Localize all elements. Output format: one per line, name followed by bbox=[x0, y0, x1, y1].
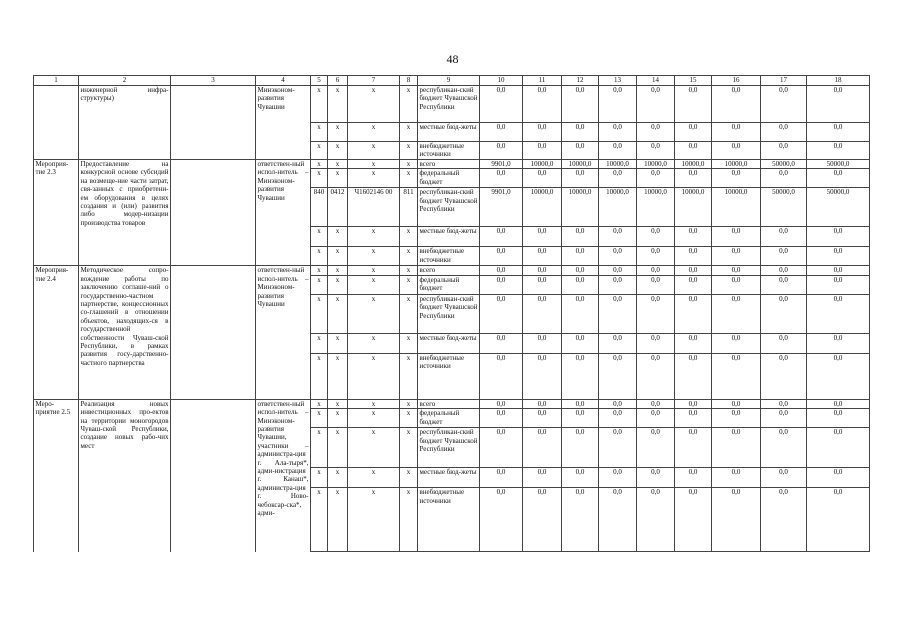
header-cell-16: 16 bbox=[712, 76, 761, 86]
code-section: x bbox=[328, 160, 348, 169]
value-year-4: 0,0 bbox=[599, 227, 637, 247]
code-section: x bbox=[328, 399, 348, 408]
value-year-1: 0,0 bbox=[480, 123, 523, 142]
value-year-3: 0,0 bbox=[562, 488, 599, 552]
funding-source: республикан-ский бюджет Чувашской Республики bbox=[418, 86, 480, 123]
value-year-5: 0,0 bbox=[637, 294, 675, 333]
value-year-8: 0,0 bbox=[761, 353, 807, 399]
value-year-2: 0,0 bbox=[523, 399, 562, 408]
value-year-4: 0,0 bbox=[599, 409, 637, 428]
code-expense-group: 811 bbox=[400, 188, 418, 227]
code-expense-group: x bbox=[400, 160, 418, 169]
funding-source: всего bbox=[418, 399, 480, 408]
code-expense-group: x bbox=[400, 399, 418, 408]
code-target-article: x bbox=[348, 488, 400, 552]
activity-name: Мероприя-тие 2.4 bbox=[34, 266, 79, 399]
code-expense-group: x bbox=[400, 409, 418, 428]
value-year-7: 0,0 bbox=[712, 123, 761, 142]
value-year-2: 0,0 bbox=[523, 468, 562, 488]
activity-description: Предоставление на конкурсной основе субсидий на возмеще-ние части затрат, свя-занных с приобретени-ем оборудования в целях создания и (или) развития либо модер-низации производства товаров bbox=[79, 160, 171, 266]
value-year-6: 10000,0 bbox=[675, 188, 712, 227]
value-year-5: 0,0 bbox=[637, 488, 675, 552]
value-year-5: 0,0 bbox=[637, 353, 675, 399]
code-section: x bbox=[328, 275, 348, 294]
value-year-2: 0,0 bbox=[523, 353, 562, 399]
funding-source: местные бюд-жеты bbox=[418, 227, 480, 247]
value-year-9: 0,0 bbox=[807, 353, 870, 399]
code-section: x bbox=[328, 169, 348, 188]
code-section: x bbox=[328, 488, 348, 552]
header-cell-11: 11 bbox=[523, 76, 562, 86]
table-row bbox=[34, 266, 870, 275]
code-target-article: x bbox=[348, 227, 400, 247]
value-year-8: 0,0 bbox=[761, 247, 807, 266]
value-year-5: 0,0 bbox=[637, 399, 675, 408]
value-year-4: 0,0 bbox=[599, 294, 637, 333]
code-section: x bbox=[328, 86, 348, 123]
value-year-5: 10000,0 bbox=[637, 160, 675, 169]
page-number: 48 bbox=[446, 52, 459, 66]
value-year-1: 0,0 bbox=[480, 247, 523, 266]
value-year-2: 0,0 bbox=[523, 275, 562, 294]
funding-source: местные бюд-жеты bbox=[418, 468, 480, 488]
header-cell-3: 3 bbox=[171, 76, 256, 86]
code-grbs: x bbox=[311, 409, 328, 428]
value-year-8: 50000,0 bbox=[761, 160, 807, 169]
code-target-article: x bbox=[348, 123, 400, 142]
value-year-2: 0,0 bbox=[523, 294, 562, 333]
value-year-6: 0,0 bbox=[675, 142, 712, 160]
value-year-4: 0,0 bbox=[599, 399, 637, 408]
code-grbs: 840 bbox=[311, 188, 328, 227]
funding-source: всего bbox=[418, 160, 480, 169]
code-grbs: x bbox=[311, 294, 328, 333]
value-year-5: 0,0 bbox=[637, 227, 675, 247]
value-year-5: 0,0 bbox=[637, 428, 675, 468]
value-year-9: 0,0 bbox=[807, 123, 870, 142]
value-year-4: 0,0 bbox=[599, 123, 637, 142]
header-cell-1: 1 bbox=[34, 76, 79, 86]
code-grbs: x bbox=[311, 86, 328, 123]
funding-source: внебюджетные источники bbox=[418, 247, 480, 266]
value-year-2: 0,0 bbox=[523, 488, 562, 552]
value-year-7: 0,0 bbox=[712, 399, 761, 408]
value-year-9: 0,0 bbox=[807, 333, 870, 353]
code-section: x bbox=[328, 247, 348, 266]
value-year-1: 0,0 bbox=[480, 409, 523, 428]
activity-executor: ответствен-ный испол-нитель – Минэконом-развития Чувашии bbox=[256, 160, 311, 266]
value-year-4: 0,0 bbox=[599, 333, 637, 353]
value-year-2: 0,0 bbox=[523, 247, 562, 266]
value-year-3: 0,0 bbox=[562, 142, 599, 160]
value-year-1: 0,0 bbox=[480, 488, 523, 552]
value-year-2: 10000,0 bbox=[523, 160, 562, 169]
value-year-6: 0,0 bbox=[675, 247, 712, 266]
code-target-article: x bbox=[348, 275, 400, 294]
funding-source: республикан-ский бюджет Чувашской Республики bbox=[418, 188, 480, 227]
value-year-2: 10000,0 bbox=[523, 188, 562, 227]
value-year-1: 0,0 bbox=[480, 86, 523, 123]
budget-table bbox=[33, 75, 870, 552]
value-year-1: 0,0 bbox=[480, 169, 523, 188]
value-year-1: 0,0 bbox=[480, 275, 523, 294]
value-year-4: 0,0 bbox=[599, 488, 637, 552]
code-target-article: x bbox=[348, 353, 400, 399]
activity-executor: ответствен-ный испол-нитель – Минэконом-развития Чувашии, участники – администра-ция г. Ала-тыря*, адми-нистрация г. Канаш*, администра-ция г. Ново-чебоксар-ска*, адми- bbox=[256, 399, 311, 551]
value-year-9: 50000,0 bbox=[807, 188, 870, 227]
value-year-8: 0,0 bbox=[761, 275, 807, 294]
value-year-8: 50000,0 bbox=[761, 188, 807, 227]
code-section: 0412 bbox=[328, 188, 348, 227]
value-year-5: 10000,0 bbox=[637, 188, 675, 227]
code-expense-group: x bbox=[400, 247, 418, 266]
header-cell-14: 14 bbox=[637, 76, 675, 86]
value-year-6: 0,0 bbox=[675, 468, 712, 488]
value-year-6: 0,0 bbox=[675, 353, 712, 399]
value-year-2: 0,0 bbox=[523, 142, 562, 160]
value-year-7: 0,0 bbox=[712, 142, 761, 160]
code-section: x bbox=[328, 409, 348, 428]
code-target-article: x bbox=[348, 428, 400, 468]
value-year-3: 0,0 bbox=[562, 247, 599, 266]
value-year-4: 0,0 bbox=[599, 428, 637, 468]
value-year-5: 0,0 bbox=[637, 333, 675, 353]
value-year-7: 0,0 bbox=[712, 227, 761, 247]
code-section: x bbox=[328, 142, 348, 160]
code-grbs: x bbox=[311, 169, 328, 188]
activity-description: инженерной инфра-структуры) bbox=[79, 86, 171, 160]
code-expense-group: x bbox=[400, 169, 418, 188]
code-expense-group: x bbox=[400, 142, 418, 160]
code-grbs: x bbox=[311, 123, 328, 142]
value-year-1: 9901,0 bbox=[480, 188, 523, 227]
value-year-2: 0,0 bbox=[523, 169, 562, 188]
table-row bbox=[34, 86, 870, 123]
code-expense-group: x bbox=[400, 428, 418, 468]
value-year-5: 0,0 bbox=[637, 142, 675, 160]
code-target-article: x bbox=[348, 333, 400, 353]
code-grbs: x bbox=[311, 488, 328, 552]
value-year-3: 0,0 bbox=[562, 353, 599, 399]
value-year-1: 0,0 bbox=[480, 227, 523, 247]
code-target-article: Ч1602146 00 bbox=[348, 188, 400, 227]
header-cell-8: 8 bbox=[400, 76, 418, 86]
value-year-6: 0,0 bbox=[675, 227, 712, 247]
funding-source: внебюджетные источники bbox=[418, 488, 480, 552]
value-year-2: 0,0 bbox=[523, 333, 562, 353]
value-year-7: 0,0 bbox=[712, 294, 761, 333]
code-target-article: x bbox=[348, 266, 400, 275]
value-year-9: 0,0 bbox=[807, 275, 870, 294]
value-year-7: 10000,0 bbox=[712, 160, 761, 169]
code-target-article: x bbox=[348, 160, 400, 169]
code-grbs: x bbox=[311, 353, 328, 399]
value-year-3: 0,0 bbox=[562, 275, 599, 294]
value-year-2: 0,0 bbox=[523, 266, 562, 275]
value-year-8: 0,0 bbox=[761, 488, 807, 552]
value-year-3: 0,0 bbox=[562, 294, 599, 333]
activity-executor: Минэконом-развития Чувашии bbox=[256, 86, 311, 160]
value-year-4: 0,0 bbox=[599, 275, 637, 294]
value-year-6: 0,0 bbox=[675, 266, 712, 275]
value-year-9: 0,0 bbox=[807, 266, 870, 275]
activity-goal bbox=[171, 86, 256, 160]
value-year-3: 0,0 bbox=[562, 266, 599, 275]
value-year-3: 0,0 bbox=[562, 468, 599, 488]
funding-source: всего bbox=[418, 266, 480, 275]
value-year-4: 0,0 bbox=[599, 169, 637, 188]
value-year-1: 0,0 bbox=[480, 353, 523, 399]
value-year-3: 10000,0 bbox=[562, 188, 599, 227]
value-year-4: 0,0 bbox=[599, 468, 637, 488]
code-grbs: x bbox=[311, 227, 328, 247]
value-year-8: 0,0 bbox=[761, 333, 807, 353]
header-cell-15: 15 bbox=[675, 76, 712, 86]
value-year-3: 0,0 bbox=[562, 409, 599, 428]
value-year-1: 0,0 bbox=[480, 468, 523, 488]
funding-source: федеральный бюджет bbox=[418, 409, 480, 428]
header-cell-13: 13 bbox=[599, 76, 637, 86]
code-expense-group: x bbox=[400, 86, 418, 123]
header-cell-7: 7 bbox=[348, 76, 400, 86]
value-year-7: 0,0 bbox=[712, 266, 761, 275]
value-year-3: 0,0 bbox=[562, 86, 599, 123]
code-section: x bbox=[328, 227, 348, 247]
value-year-8: 0,0 bbox=[761, 294, 807, 333]
value-year-9: 0,0 bbox=[807, 399, 870, 408]
code-grbs: x bbox=[311, 266, 328, 275]
code-grbs: x bbox=[311, 468, 328, 488]
value-year-1: 0,0 bbox=[480, 294, 523, 333]
value-year-8: 0,0 bbox=[761, 227, 807, 247]
value-year-4: 0,0 bbox=[599, 142, 637, 160]
value-year-4: 0,0 bbox=[599, 86, 637, 123]
code-target-article: x bbox=[348, 399, 400, 408]
value-year-2: 0,0 bbox=[523, 123, 562, 142]
code-grbs: x bbox=[311, 399, 328, 408]
value-year-6: 0,0 bbox=[675, 294, 712, 333]
value-year-8: 0,0 bbox=[761, 86, 807, 123]
value-year-9: 0,0 bbox=[807, 428, 870, 468]
value-year-5: 0,0 bbox=[637, 123, 675, 142]
code-expense-group: x bbox=[400, 275, 418, 294]
value-year-2: 0,0 bbox=[523, 409, 562, 428]
activity-description: Методическое сопро-вождение работы по заключению соглаше-ний о государственно-частном партнерстве, концессионных со-глашений в отношении объектов, находящих-ся в государственной собственности Чуваш-ской Республики, в рамках развития госу-дарственно-частного партнерства bbox=[79, 266, 171, 399]
code-grbs: x bbox=[311, 333, 328, 353]
funding-source: местные бюд-жеты bbox=[418, 333, 480, 353]
value-year-5: 0,0 bbox=[637, 169, 675, 188]
value-year-4: 0,0 bbox=[599, 266, 637, 275]
value-year-6: 0,0 bbox=[675, 333, 712, 353]
header-cell-5: 5 bbox=[311, 76, 328, 86]
code-expense-group: x bbox=[400, 266, 418, 275]
header-row bbox=[34, 76, 870, 86]
value-year-9: 0,0 bbox=[807, 227, 870, 247]
value-year-9: 0,0 bbox=[807, 294, 870, 333]
code-grbs: x bbox=[311, 142, 328, 160]
value-year-6: 0,0 bbox=[675, 488, 712, 552]
value-year-6: 0,0 bbox=[675, 275, 712, 294]
code-expense-group: x bbox=[400, 294, 418, 333]
value-year-7: 0,0 bbox=[712, 333, 761, 353]
value-year-5: 0,0 bbox=[637, 468, 675, 488]
value-year-9: 0,0 bbox=[807, 86, 870, 123]
code-section: x bbox=[328, 333, 348, 353]
value-year-5: 0,0 bbox=[637, 86, 675, 123]
code-grbs: x bbox=[311, 160, 328, 169]
code-target-article: x bbox=[348, 169, 400, 188]
value-year-6: 0,0 bbox=[675, 428, 712, 468]
code-expense-group: x bbox=[400, 123, 418, 142]
funding-source: федеральный бюджет bbox=[418, 275, 480, 294]
value-year-9: 0,0 bbox=[807, 468, 870, 488]
funding-source: внебюджетные источники bbox=[418, 142, 480, 160]
code-target-article: x bbox=[348, 409, 400, 428]
value-year-2: 0,0 bbox=[523, 428, 562, 468]
value-year-9: 0,0 bbox=[807, 247, 870, 266]
value-year-3: 10000,0 bbox=[562, 160, 599, 169]
code-section: x bbox=[328, 468, 348, 488]
code-grbs: x bbox=[311, 275, 328, 294]
code-section: x bbox=[328, 294, 348, 333]
value-year-7: 10000,0 bbox=[712, 188, 761, 227]
activity-goal bbox=[171, 160, 256, 266]
value-year-7: 0,0 bbox=[712, 169, 761, 188]
value-year-5: 0,0 bbox=[637, 266, 675, 275]
code-target-article: x bbox=[348, 247, 400, 266]
value-year-3: 0,0 bbox=[562, 333, 599, 353]
value-year-6: 0,0 bbox=[675, 123, 712, 142]
value-year-3: 0,0 bbox=[562, 227, 599, 247]
value-year-4: 0,0 bbox=[599, 353, 637, 399]
code-grbs: x bbox=[311, 247, 328, 266]
value-year-5: 0,0 bbox=[637, 275, 675, 294]
code-target-article: x bbox=[348, 86, 400, 123]
activity-goal bbox=[171, 266, 256, 399]
funding-source: федеральный бюджет bbox=[418, 169, 480, 188]
table-row bbox=[34, 399, 870, 408]
value-year-3: 0,0 bbox=[562, 169, 599, 188]
value-year-4: 10000,0 bbox=[599, 160, 637, 169]
activity-name: Мероприя-тие 2.3 bbox=[34, 160, 79, 266]
value-year-5: 0,0 bbox=[637, 247, 675, 266]
code-target-article: x bbox=[348, 142, 400, 160]
activity-executor: ответствен-ный испол-нитель – Минэконом-развития Чувашии bbox=[256, 266, 311, 399]
code-section: x bbox=[328, 428, 348, 468]
header-cell-6: 6 bbox=[328, 76, 348, 86]
value-year-1: 0,0 bbox=[480, 142, 523, 160]
value-year-8: 0,0 bbox=[761, 142, 807, 160]
value-year-1: 0,0 bbox=[480, 428, 523, 468]
table-row bbox=[34, 160, 870, 169]
code-section: x bbox=[328, 353, 348, 399]
funding-source: республикан-ский бюджет Чувашской Республики bbox=[418, 294, 480, 333]
value-year-9: 0,0 bbox=[807, 488, 870, 552]
value-year-8: 0,0 bbox=[761, 468, 807, 488]
header-cell-2: 2 bbox=[79, 76, 171, 86]
code-section: x bbox=[328, 266, 348, 275]
value-year-9: 0,0 bbox=[807, 409, 870, 428]
header-cell-12: 12 bbox=[562, 76, 599, 86]
value-year-7: 0,0 bbox=[712, 409, 761, 428]
funding-source: внебюджетные источники bbox=[418, 353, 480, 399]
value-year-2: 0,0 bbox=[523, 227, 562, 247]
value-year-6: 10000,0 bbox=[675, 160, 712, 169]
activity-goal bbox=[171, 399, 256, 551]
header-cell-4: 4 bbox=[256, 76, 311, 86]
header-cell-18: 18 bbox=[807, 76, 870, 86]
code-expense-group: x bbox=[400, 488, 418, 552]
header-cell-10: 10 bbox=[480, 76, 523, 86]
value-year-7: 0,0 bbox=[712, 247, 761, 266]
value-year-6: 0,0 bbox=[675, 169, 712, 188]
value-year-8: 0,0 bbox=[761, 428, 807, 468]
value-year-8: 0,0 bbox=[761, 399, 807, 408]
value-year-9: 50000,0 bbox=[807, 160, 870, 169]
value-year-1: 0,0 bbox=[480, 333, 523, 353]
value-year-7: 0,0 bbox=[712, 275, 761, 294]
header-cell-9: 9 bbox=[418, 76, 480, 86]
value-year-8: 0,0 bbox=[761, 169, 807, 188]
value-year-4: 0,0 bbox=[599, 247, 637, 266]
value-year-7: 0,0 bbox=[712, 86, 761, 123]
code-expense-group: x bbox=[400, 227, 418, 247]
code-grbs: x bbox=[311, 428, 328, 468]
value-year-3: 0,0 bbox=[562, 428, 599, 468]
code-expense-group: x bbox=[400, 333, 418, 353]
value-year-1: 0,0 bbox=[480, 399, 523, 408]
value-year-6: 0,0 bbox=[675, 399, 712, 408]
code-target-article: x bbox=[348, 294, 400, 333]
value-year-1: 0,0 bbox=[480, 266, 523, 275]
value-year-3: 0,0 bbox=[562, 123, 599, 142]
value-year-4: 10000,0 bbox=[599, 188, 637, 227]
code-expense-group: x bbox=[400, 353, 418, 399]
value-year-8: 0,0 bbox=[761, 409, 807, 428]
value-year-7: 0,0 bbox=[712, 468, 761, 488]
activity-name: Меро-приятие 2.5 bbox=[34, 399, 79, 551]
funding-source: местные бюд-жеты bbox=[418, 123, 480, 142]
value-year-8: 0,0 bbox=[761, 123, 807, 142]
value-year-7: 0,0 bbox=[712, 488, 761, 552]
value-year-2: 0,0 bbox=[523, 86, 562, 123]
value-year-6: 0,0 bbox=[675, 86, 712, 123]
code-target-article: x bbox=[348, 468, 400, 488]
header-cell-17: 17 bbox=[761, 76, 807, 86]
value-year-7: 0,0 bbox=[712, 353, 761, 399]
value-year-5: 0,0 bbox=[637, 409, 675, 428]
value-year-9: 0,0 bbox=[807, 169, 870, 188]
value-year-9: 0,0 bbox=[807, 142, 870, 160]
value-year-1: 9901,0 bbox=[480, 160, 523, 169]
value-year-6: 0,0 bbox=[675, 409, 712, 428]
code-expense-group: x bbox=[400, 468, 418, 488]
activity-description: Реализация новых инвестиционных про-ектов на территории моногородов Чуваш-ской Республики, создание новых рабо-чих мест bbox=[79, 399, 171, 551]
value-year-7: 0,0 bbox=[712, 428, 761, 468]
funding-source: республикан-ский бюджет Чувашской Республики bbox=[418, 428, 480, 468]
value-year-3: 0,0 bbox=[562, 399, 599, 408]
activity-name bbox=[34, 86, 79, 160]
value-year-8: 0,0 bbox=[761, 266, 807, 275]
code-section: x bbox=[328, 123, 348, 142]
